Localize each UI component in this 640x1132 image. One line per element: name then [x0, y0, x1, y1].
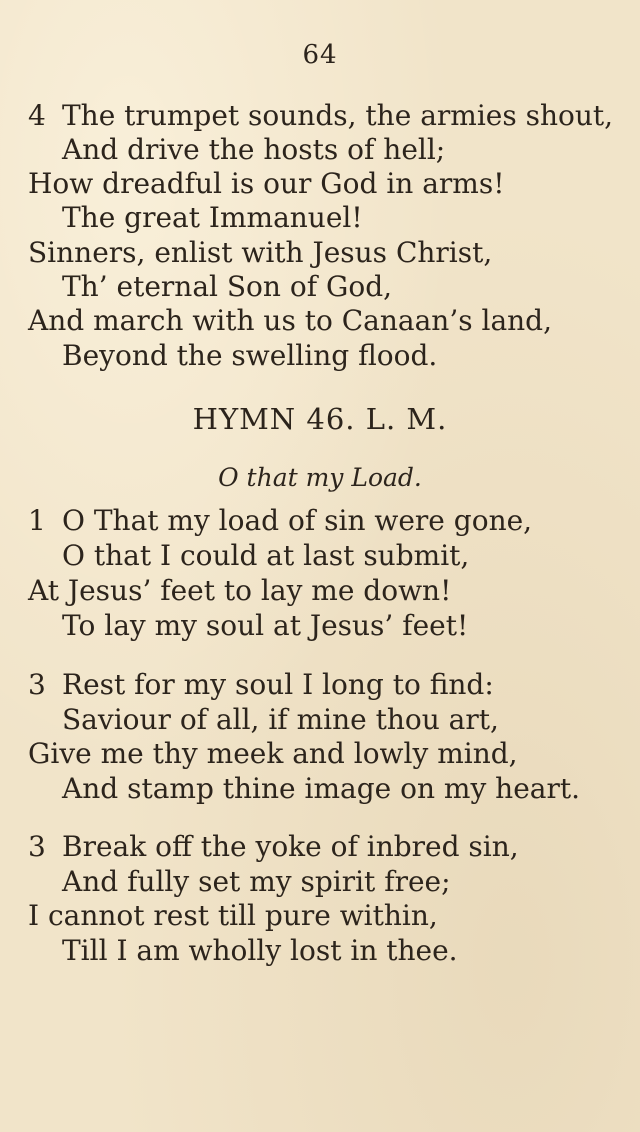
verse-line: To lay my soul at Jesus’ feet!	[62, 609, 469, 642]
verse-line: Till I am wholly lost in thee.	[62, 934, 458, 967]
verse-line: Sinners, enlist with Jesus Christ,	[28, 236, 493, 269]
verse-line: And drive the hosts of hell;	[62, 133, 446, 166]
verse-line: 3 Rest for my soul I long to find:	[28, 668, 494, 701]
verse-line: At Jesus’ feet to lay me down!	[28, 574, 452, 607]
verse-line: 3 Break off the yoke of inbred sin,	[28, 830, 519, 863]
verse-line: 4 The trumpet sounds, the armies shout,	[28, 99, 614, 132]
verse-line: I cannot rest till pure within,	[28, 899, 438, 932]
verse-line: Give me thy meek and lowly mind,	[28, 737, 518, 770]
verse-number: 3	[28, 668, 46, 701]
hymn-title: HYMN 46. L. M.	[192, 402, 448, 436]
verse-line: And stamp thine image on my heart.	[62, 772, 580, 805]
verse-line: Beyond the swelling flood.	[62, 339, 438, 372]
verse-line: The great Immanuel!	[62, 201, 363, 234]
page-number: 64	[302, 40, 338, 70]
verse-line: And fully set my spirit free;	[62, 865, 451, 898]
verse-line: And march with us to Canaan’s land,	[28, 304, 552, 337]
verse-line: Saviour of all, if mine thou art,	[62, 703, 499, 736]
verse-line: O that I could at last submit,	[62, 539, 470, 572]
verse-line: Th’ eternal Son of God,	[62, 270, 393, 303]
verse-number: 4	[28, 99, 46, 132]
hymn-subtitle: O that my Load.	[218, 463, 422, 492]
verse-line: 1 O That my load of sin were gone,	[28, 504, 533, 537]
verse-number: 3	[28, 830, 46, 863]
verse-line: How dreadful is our God in arms!	[28, 167, 505, 200]
verse-number: 1	[28, 504, 46, 537]
